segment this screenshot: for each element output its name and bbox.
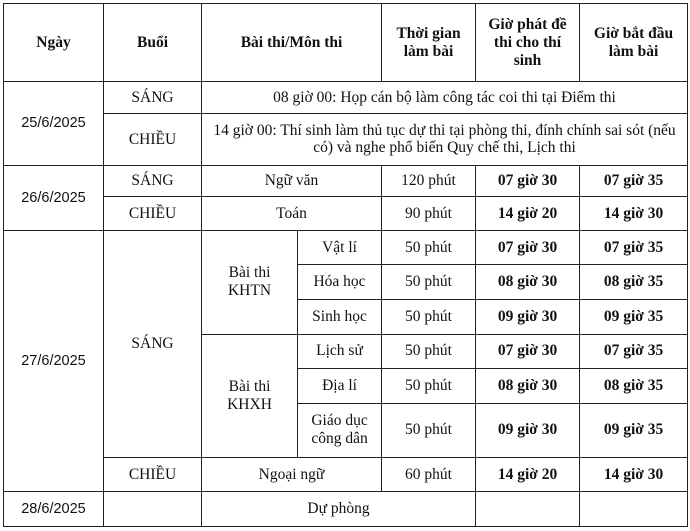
start-time-cell: 07 giờ 35: [580, 334, 688, 369]
table-row: [4, 166, 688, 197]
subject-cell: Toán: [202, 197, 382, 230]
session-cell: SÁNG: [104, 230, 202, 457]
session-cell: CHIỀU: [104, 457, 202, 492]
group-cell: Bài thi KHTN: [202, 230, 298, 334]
subject-cell: Giáo dục công dân: [298, 403, 382, 457]
paper-time-cell: 08 giờ 30: [476, 265, 580, 300]
start-time-cell: 14 giờ 30: [580, 457, 688, 492]
table-row: [4, 113, 688, 165]
subject-cell: Sinh học: [298, 299, 382, 334]
paper-time-cell: 07 giờ 30: [476, 230, 580, 265]
paper-time-cell: 14 giờ 20: [476, 197, 580, 230]
duration-cell: 50 phút: [382, 265, 476, 300]
session-cell: SÁNG: [104, 82, 202, 113]
start-time-cell: 09 giờ 35: [580, 299, 688, 334]
subject-cell: Lịch sử: [298, 334, 382, 369]
duration-cell: 120 phút: [382, 166, 476, 197]
session-cell: CHIỀU: [104, 113, 202, 165]
note-cell: 08 giờ 00: Họp cán bộ làm công tác coi thi tại Điểm thi: [202, 82, 688, 113]
table-row: [4, 197, 688, 230]
duration-cell: 50 phút: [382, 334, 476, 369]
subject-cell: Ngoại ngữ: [202, 457, 382, 492]
header-day: Ngày: [4, 4, 104, 82]
paper-time-cell: 07 giờ 30: [476, 334, 580, 369]
duration-cell: 90 phút: [382, 197, 476, 230]
day-cell: 26/6/2025: [4, 166, 104, 231]
start-time-cell: [580, 492, 688, 527]
header-row: [4, 4, 688, 82]
session-cell: SÁNG: [104, 166, 202, 197]
table-row: [4, 230, 688, 265]
header-session: Buổi: [104, 4, 202, 82]
note-cell: 14 giờ 00: Thí sinh làm thủ tục dự thi tại phòng thi, đính chính sai sót (nếu có) và nghe phổ biến Quy chế thi, Lịch thi: [202, 113, 688, 165]
paper-time-cell: 14 giờ 20: [476, 457, 580, 492]
paper-time-cell: 09 giờ 30: [476, 403, 580, 457]
paper-time-cell: [476, 492, 580, 527]
duration-cell: 50 phút: [382, 299, 476, 334]
paper-time-cell: 07 giờ 30: [476, 166, 580, 197]
subject-cell: Địa lí: [298, 369, 382, 404]
header-exam: Bài thi/Môn thi: [202, 4, 382, 82]
table-row: [4, 82, 688, 113]
start-time-cell: 07 giờ 35: [580, 166, 688, 197]
start-time-cell: 14 giờ 30: [580, 197, 688, 230]
start-time-cell: 07 giờ 35: [580, 230, 688, 265]
duration-cell: 60 phút: [382, 457, 476, 492]
day-cell: 25/6/2025: [4, 82, 104, 166]
header-start-time: Giờ bắt đầu làm bài: [580, 4, 688, 82]
note-cell: Dự phòng: [202, 492, 476, 527]
duration-cell: 50 phút: [382, 230, 476, 265]
start-time-cell: 08 giờ 35: [580, 369, 688, 404]
day-cell: 28/6/2025: [4, 492, 104, 527]
subject-cell: Ngữ văn: [202, 166, 382, 197]
subject-cell: Hóa học: [298, 265, 382, 300]
header-duration: Thời gian làm bài: [382, 4, 476, 82]
table-row: [4, 457, 688, 492]
subject-cell: Vật lí: [298, 230, 382, 265]
paper-time-cell: 08 giờ 30: [476, 369, 580, 404]
exam-schedule-table: [3, 3, 688, 527]
day-cell: 27/6/2025: [4, 230, 104, 491]
start-time-cell: 08 giờ 35: [580, 265, 688, 300]
duration-cell: 50 phút: [382, 369, 476, 404]
start-time-cell: 09 giờ 35: [580, 403, 688, 457]
duration-cell: 50 phút: [382, 403, 476, 457]
session-cell: [104, 492, 202, 527]
session-cell: CHIỀU: [104, 197, 202, 230]
paper-time-cell: 09 giờ 30: [476, 299, 580, 334]
table-row: [4, 492, 688, 527]
group-cell: Bài thi KHXH: [202, 334, 298, 457]
header-paper-time: Giờ phát đề thi cho thí sinh: [476, 4, 580, 82]
